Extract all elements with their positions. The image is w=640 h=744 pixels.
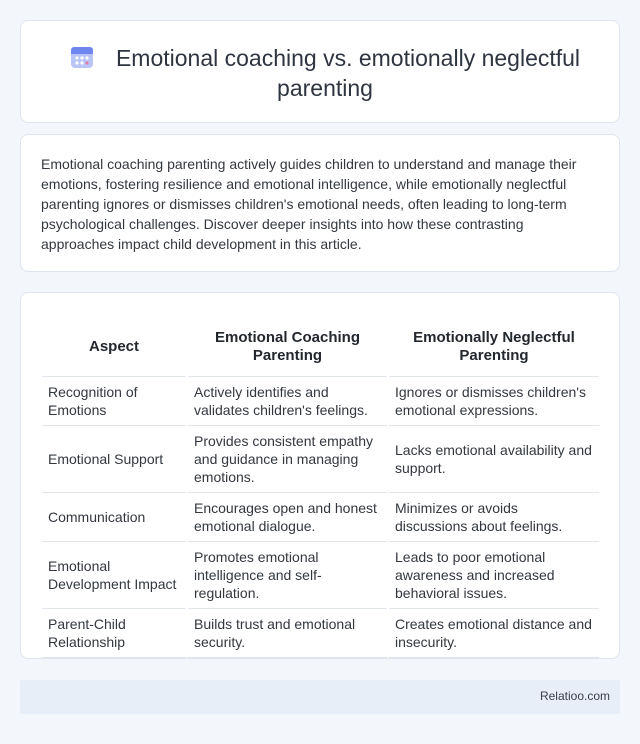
title-card [20, 20, 620, 123]
table-row [42, 608, 599, 657]
page-title [51, 43, 599, 103]
coaching-cell: Encourages open and honest emotional dialogue. [187, 492, 388, 541]
header-emotionally-neglectful: Emotionally Neglectful Parenting [388, 314, 599, 376]
footer-bar [20, 680, 620, 714]
neglectful-cell: Lacks emotional availability and support. [388, 425, 599, 492]
aspect-cell: Emotional Development Impact [42, 541, 187, 608]
comparison-table [42, 314, 599, 658]
table-row [42, 376, 599, 425]
coaching-cell: Actively identifies and validates children's feelings. [187, 376, 388, 425]
calendar-icon [70, 45, 94, 69]
neglectful-cell: Ignores or dismisses children's emotional expressions. [388, 376, 599, 425]
footer-brand-link[interactable]: Relatioo.com [539, 689, 610, 703]
neglectful-cell: Leads to poor emotional awareness and increased behavioral issues. [388, 541, 599, 608]
comparison-card [20, 292, 620, 659]
coaching-cell: Builds trust and emotional security. [187, 608, 388, 657]
neglectful-cell: Minimizes or avoids discussions about feelings. [388, 492, 599, 541]
page-title-text: Emotional coaching vs. emotionally neglectful parenting [115, 45, 581, 101]
coaching-cell: Promotes emotional intelligence and self-regulation. [187, 541, 388, 608]
header-emotional-coaching: Emotional Coaching Parenting [187, 314, 388, 376]
aspect-cell: Parent-Child Relationship [42, 608, 187, 657]
coaching-cell: Provides consistent empathy and guidance in managing emotions. [187, 425, 388, 492]
intro-card [20, 134, 620, 272]
table-row [42, 425, 599, 492]
table-header-row [42, 314, 599, 376]
neglectful-cell: Creates emotional distance and insecurity. [388, 608, 599, 657]
aspect-cell: Communication [42, 492, 187, 541]
table-row [42, 492, 599, 541]
aspect-cell: Emotional Support [42, 425, 187, 492]
table-row [42, 541, 599, 608]
header-aspect: Aspect [42, 314, 187, 376]
aspect-cell: Recognition of Emotions [42, 376, 187, 425]
intro-paragraph: Emotional coaching parenting actively guides children to understand and manage their emotions, fostering resilience and emotional intelligence, while emotionally neglectful parenting ignores or dismisses children's emotional needs, often leading to long-term psychological challenges. Discover deeper insights into how these contrasting approaches impact child development in this article. [41, 156, 577, 252]
